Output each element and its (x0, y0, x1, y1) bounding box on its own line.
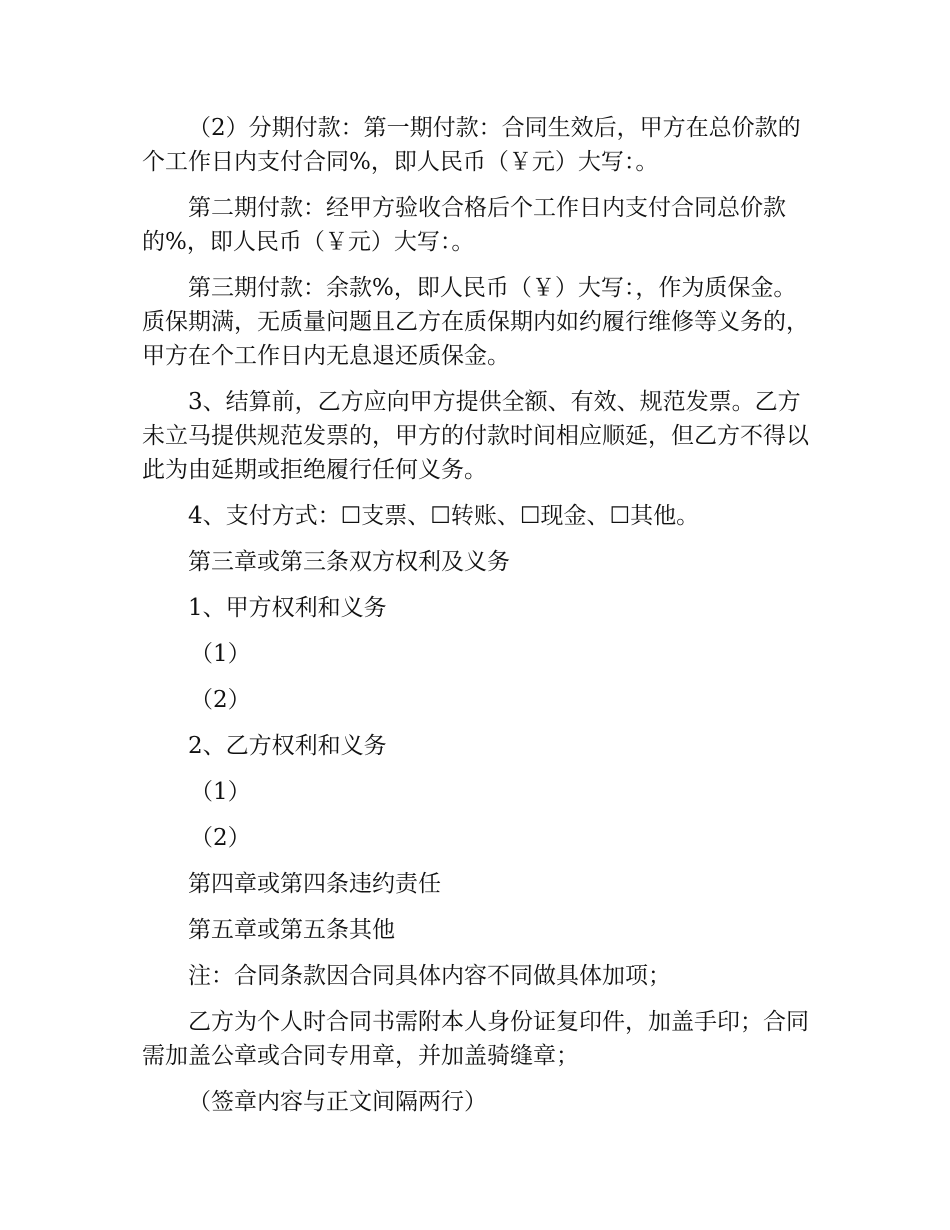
installment-first-paragraph: （2）分期付款：第一期付款：合同生效后，甲方在总价款的个工作日内支付合同%，即人民币（￥元）大写：。 (142, 115, 801, 175)
document-body (142, 111, 814, 1131)
party-a-item-1: （1） (190, 641, 251, 667)
seal-requirement-paragraph: 乙方为个人时合同书需附本人身份证复印件，加盖手印；合同需加盖公章或合同专用章，并加盖骑缝章； (142, 1009, 809, 1069)
party-b-item-2: （2） (190, 825, 251, 851)
chapter-three-heading: 第三章或第三条双方权利及义务 (188, 549, 510, 575)
chapter-four-heading: 第四章或第四条违约责任 (188, 871, 441, 897)
party-b-item-1: （1） (190, 779, 251, 805)
party-b-rights-heading: 2、乙方权利和义务 (188, 733, 387, 759)
note-line: 注：合同条款因合同具体内容不同做具体加项； (188, 963, 671, 989)
settlement-invoice-paragraph: 3、结算前，乙方应向甲方提供全额、有效、规范发票。乙方未立马提供规范发票的，甲方的付款时间相应顺延，但乙方不得以此为由延期或拒绝履行任何义务。 (142, 389, 809, 483)
chapter-five-heading: 第五章或第五条其他 (188, 917, 395, 943)
installment-third-paragraph: 第三期付款：余款%，即人民币（￥）大写：，作为质保金。质保期满，无质量问题且乙方在质保期内如约履行维修等义务的，甲方在个工作日内无息退还质保金。 (142, 275, 809, 369)
party-a-item-2: （2） (190, 687, 251, 713)
signature-spacing-note: （签章内容与正文间隔两行） (188, 1089, 487, 1115)
installment-second-paragraph: 第二期付款：经甲方验收合格后个工作日内支付合同总价款的%，即人民币（￥元）大写：。 (142, 195, 786, 255)
party-a-rights-heading: 1、甲方权利和义务 (188, 595, 387, 621)
payment-method-line: 4、支付方式：☐支票、☐转账、☐现金、☐其他。 (188, 503, 700, 529)
